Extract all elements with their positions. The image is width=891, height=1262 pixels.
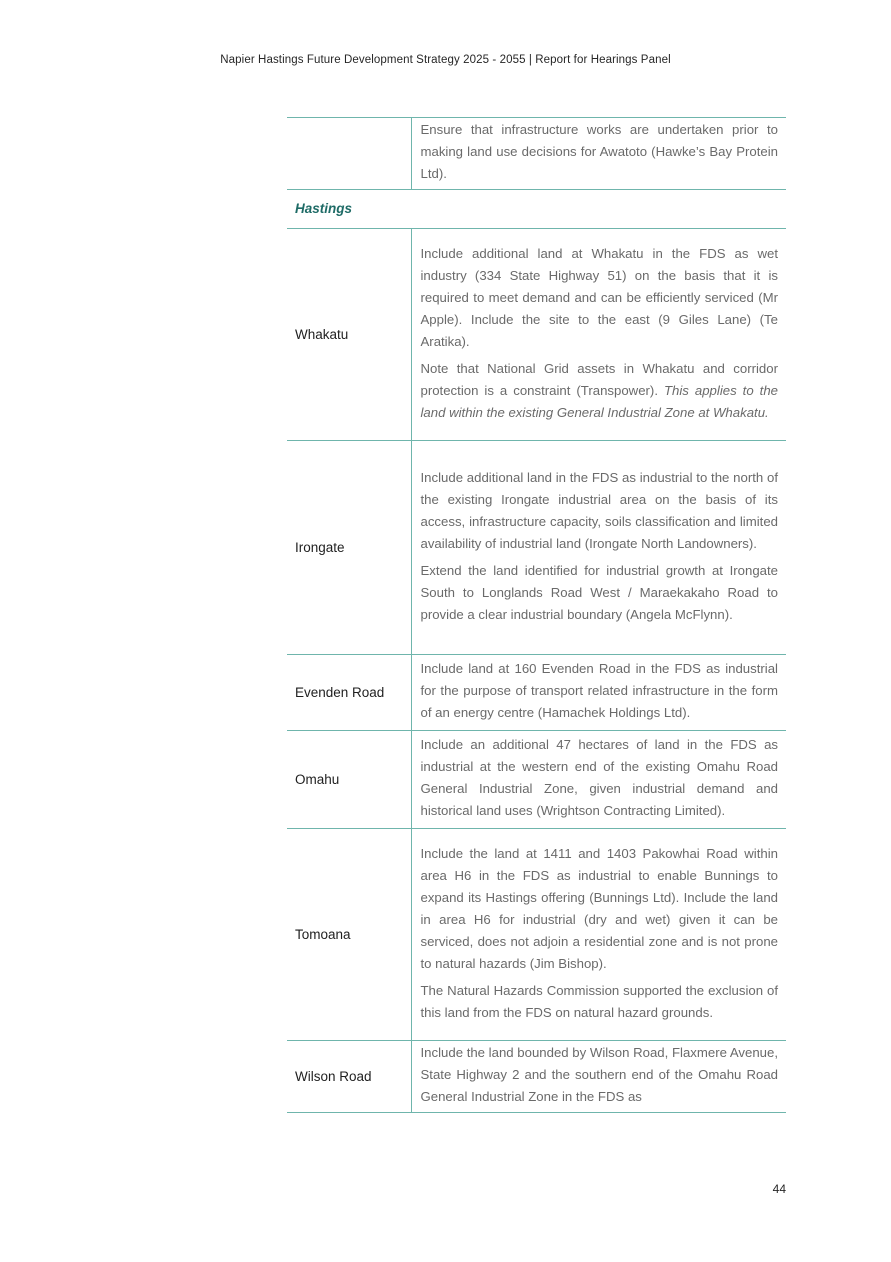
table-row [287,441,786,655]
description-cell [411,229,786,441]
description-paragraph: Include additional land at Whakatu in the FDS as wet industry (334 State Highway 51) on the basis that it is required to meet demand and can be efficiently serviced (Mr Apple). Include the site to the east (9 Giles Lane) (Te Aratika). [420,245,778,349]
description-cell [411,731,786,829]
description-cell [411,118,786,190]
description-cell [411,829,786,1041]
table-row [287,1041,786,1113]
description-paragraph: Include the land bounded by Wilson Road, Flaxmere Avenue, State Highway 2 and the southern end of the Omahu Road General Industrial Zone in the FDS as [420,1045,779,1104]
location-cell: Tomoana [287,829,411,1041]
location-cell: Omahu [287,731,411,829]
description-cell [411,1041,786,1113]
description-paragraph: Include the land at 1411 and 1403 Pakowhai Road within area H6 in the FDS as industrial to enable Bunnings to expand its Hastings offering (Bunnings Ltd). Include the land in area H6 for industrial (dry and wet) given it can be serviced, does not adjoin a residential zone and is not prone to natural hazards (Jim Bishop). [420,845,778,971]
section-heading-row [287,190,786,229]
section-heading-cell [287,190,786,229]
table-row [287,655,786,731]
location-cell: Irongate [287,441,411,655]
section-heading: Hastings [295,201,353,216]
location-cell [287,118,411,190]
description-paragraph: Include additional land in the FDS as industrial to the north of the existing Irongate industrial area on the basis of its access, infrastructure capacity, soils classification and limited availability of industrial land (Irongate North Landowners). [420,469,778,551]
description-cell [411,441,786,655]
page-header: Napier Hastings Future Development Strategy 2025 - 2055 | Report for Hearings Panel [220,54,671,66]
description-paragraph: Include an additional 47 hectares of land in the FDS as industrial at the western end of the existing Omahu Road General Industrial Zone, given industrial demand and historical land uses (Wrightson Contracting Limited). [420,737,778,818]
description-paragraph: Extend the land identified for industrial growth at Irongate South to Longlands Road West / Maraekakaho Road to provide a clear industrial boundary (Angela McFlynn). [420,562,778,622]
note-text: Note that National Grid assets in Whakatu and corridor protection is a constraint (Transpower). [420,360,778,398]
description-paragraph: The Natural Hazards Commission supported the exclusion of this land from the FDS on natural hazard grounds. [420,982,778,1020]
page-number: 44 [772,1182,786,1196]
description-paragraph: Include land at 160 Evenden Road in the FDS as industrial for the purpose of transport related infrastructure in the form of an energy centre (Hamachek Holdings Ltd). [420,661,778,720]
description-paragraph [421,358,779,424]
description-cell [411,655,786,731]
location-cell: Whakatu [287,229,411,441]
note-italic-text: This applies to the land within the existing General Industrial Zone at Whakatu. [420,382,778,420]
table-row [287,118,786,190]
location-cell: Wilson Road [287,1041,411,1113]
submissions-table [287,117,786,1113]
submissions-table-wrapper [287,117,786,1113]
table-row [287,829,786,1041]
location-cell: Evenden Road [287,655,411,731]
description-paragraph: Ensure that infrastructure works are undertaken prior to making land use decisions for Awatoto (Hawke’s Bay Protein Ltd). [420,122,778,181]
table-row [287,229,786,441]
table-row [287,731,786,829]
